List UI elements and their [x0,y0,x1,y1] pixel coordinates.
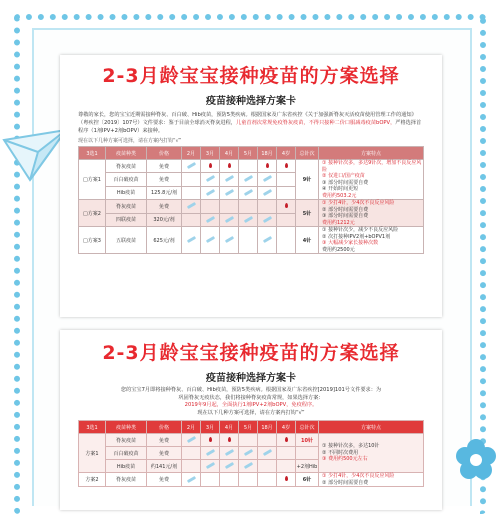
table-row: □方案1 脊灰疫苗 免费 9针 ① 接种针次多，多达9针次，增加不良反应风险 ② 仅进口/国产疫苗 ③ 部分时间需要自费 ④ 开始时间更短 费用约503.2元 [79,160,424,173]
vaccine-card-2 [60,330,442,510]
plan-3-checkbox[interactable]: □方案3 [79,227,106,254]
drop-icon [266,163,269,168]
table-header: 3选1 疫苗种类 价格 2月 3月 4月 5月 18月 4岁 总针次 方案特点 [79,421,424,434]
plan-2-notes-2: ① 少打4针，少4次不良反应风险 ② 部分时间需要自费 [319,473,424,487]
table-row: 方案1 脊灰疫苗 免费 10针 ① 接种针次多，多达10针 ② 不同时次费用 ③ 费用约500元左右 [79,434,424,447]
plan-2-notes: ① 少打4针，少4次不良反应风险 ② 部分时间需要自费 ③ 部分时间需要自费 费用约1212元 [319,200,424,227]
table-row: Hib疫苗 125.8元/剂 [79,186,424,199]
page-title: 2-3月龄宝宝接种疫苗的方案选择 [102,65,400,87]
plan-3-notes: ① 接种针次少，减少不良反应风险 ② 次打接种IPV2剂+bOPV1剂 ③ 大幅减少家长接种次数 费用约2500元 [319,227,424,254]
plan-1-checkbox[interactable]: □方案1 [79,160,106,200]
table-row: 四联疫苗 320元/剂 [79,213,424,227]
intro-paragraph-2: 您的宝宝7月即将接种脊灰、百白破、Hib疫苗，预防5类疾病。根据国家及广东省疾控[2019]101号文件要求：为巩固脊灰无疫状态，我们将接种脊灰疫苗常规，如果选择方案： 2019年9月起，全面执行1剂IPV+2剂bOPV，免疫程序。 现在以下几种方案可选择，请在方案内打钩“√” [120,387,382,416]
table-row: 百白破疫苗 免费 [79,447,424,460]
table-row: 百白破疫苗 免费 [79,173,424,186]
table-row: □方案3 五联疫苗 625元/剂 4针 ① 接种针次少，减少不良反应风险 ② 次打接种IPV2剂+bOPV1剂 ③ 大幅减少家长接种次数 费用约2500元 [79,227,424,254]
card-subtitle: 疫苗接种选择方案卡 [206,96,296,107]
instruction-note: 现在以下几种方案可选择，请在方案内打钩“√” [78,138,182,144]
vaccine-table-1 [78,146,424,254]
card-subtitle-2: 疫苗接种选择方案卡 [206,373,296,384]
table-header: 3选1 疫苗种类 价格 2月 3月 4月 5月 18月 4岁 总针次 方案特点 [79,147,424,160]
vaccine-table-2 [78,420,424,487]
table-row: □方案2 脊灰疫苗 免费 5针 ① 少打4针，少4次不良反应风险 ② 部分时间需要自费 ③ 部分时间需要自费 费用约1212元 [79,200,424,214]
intro-paragraph: 尊敬的家长，您的宝宝近期需接种脊灰、百白破、Hib疫苗，预防5类疾病。根据国家及广东省疾控《关于加强新脊灰灭活疫苗使用管理工作的通知》（粤疾控〔2019〕107号）文件要求：鉴于目前全球消灭脊灰进程，儿童首剂次常规免疫脊灰疫苗，不得只接种二价口服减毒疫苗bOPV，严格选择首程序（1剂IPV+2剂bOPV）来接种。 [78,112,422,134]
table-row: Hib疫苗 约141元/剂 +2剂Hib [79,460,424,473]
drop-icon [285,163,288,168]
syringe-icon [186,162,195,169]
plan-2-checkbox[interactable]: □方案2 [79,200,106,227]
plan-1-notes-2: ① 接种针次多，多达10针 ② 不同时次费用 ③ 费用约500元左右 [319,434,424,473]
page-title-2: 2-3月龄宝宝接种疫苗的方案选择 [102,342,400,364]
plan-1-notes: ① 接种针次多，多达9针次，增加不良反应风险 ② 仅进口/国产疫苗 ③ 部分时间需要自费 ④ 开始时间更短 费用约503.2元 [319,160,424,200]
drop-icon [209,163,212,168]
table-row: 方案2 脊灰疫苗 免费 6针 ① 少打4针，少4次不良反应风险 ② 部分时间需要自费 [79,473,424,487]
flower-icon [452,436,496,496]
plan-2-checkbox-2[interactable]: 方案2 [79,473,106,487]
vaccine-card-1 [60,55,442,317]
plan-1-checkbox-2[interactable]: 方案1 [79,434,106,473]
drop-icon [228,163,231,168]
